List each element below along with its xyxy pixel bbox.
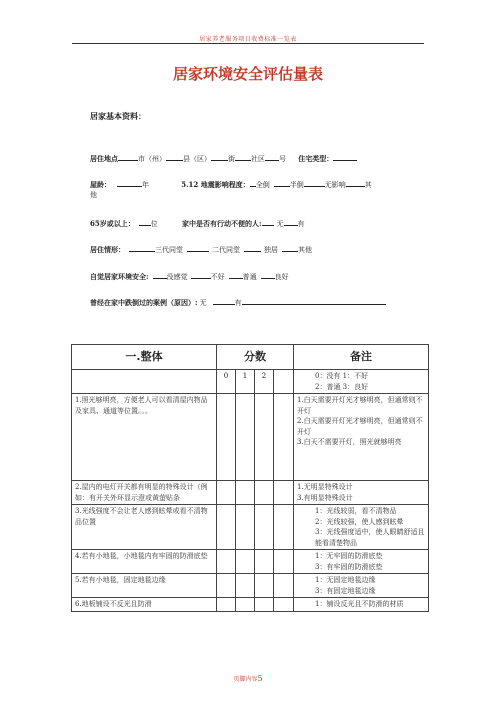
evaluation-table bbox=[71, 344, 429, 612]
item-cell: 1.照光够明亮，方便老人可以看清屋内物品及家具、通道等位置。。。 bbox=[72, 394, 217, 481]
legend-line: 2：普通 3：良好 bbox=[315, 382, 369, 391]
score-cell[interactable] bbox=[217, 481, 236, 505]
score-col-1: 1 bbox=[236, 370, 255, 394]
safety-opt-4: 良好 bbox=[274, 273, 289, 281]
safety-blank-4[interactable] bbox=[261, 270, 275, 279]
score-cell[interactable] bbox=[236, 574, 255, 598]
living-blank-3[interactable] bbox=[244, 243, 261, 252]
score-cell[interactable] bbox=[236, 481, 255, 505]
elderly-row bbox=[90, 217, 305, 229]
quake-blank-2[interactable] bbox=[274, 178, 290, 187]
living-opt-1: 三代同堂 bbox=[155, 246, 183, 254]
score-cell[interactable] bbox=[217, 598, 236, 612]
quake-opt-1: 全倒 bbox=[255, 181, 270, 189]
score-cell[interactable] bbox=[236, 598, 255, 612]
score-cell[interactable] bbox=[274, 574, 294, 598]
score-cell[interactable] bbox=[236, 505, 255, 550]
note-line: 1：铺设反光且不防滑的材质 bbox=[315, 600, 404, 608]
fall-blank-1[interactable] bbox=[213, 296, 235, 305]
note-cell bbox=[294, 394, 429, 481]
note-cell bbox=[294, 481, 429, 505]
house-age-unit: 年 bbox=[142, 181, 149, 189]
house-type-label: 住宅类型： bbox=[298, 154, 334, 163]
house-type-blank[interactable] bbox=[333, 152, 357, 161]
note-cell bbox=[294, 505, 429, 550]
score-cell[interactable] bbox=[236, 550, 255, 574]
number-blank[interactable] bbox=[265, 152, 279, 161]
county-blank[interactable] bbox=[166, 152, 183, 161]
living-blank-2[interactable] bbox=[187, 243, 209, 252]
fall-yes: 有 bbox=[234, 299, 242, 307]
item-cell: 5.若有小地毯，固定地毯边缘 bbox=[72, 574, 217, 598]
quake-opt-2: 半倒 bbox=[289, 181, 304, 189]
score-cell[interactable] bbox=[274, 481, 294, 505]
footer-text: 页脚内容 bbox=[233, 676, 258, 683]
note-line: 2：光线较强，使人感到眩晕 bbox=[315, 517, 404, 526]
street-blank[interactable] bbox=[211, 152, 228, 161]
living-opt-4: 其他 bbox=[298, 246, 312, 254]
house-age-label: 屋龄： bbox=[90, 180, 111, 189]
header-rule bbox=[72, 43, 424, 44]
score-cell[interactable] bbox=[274, 394, 294, 481]
fall-row bbox=[90, 296, 386, 308]
table-row bbox=[72, 505, 429, 550]
item-cell: 6.地板铺设不反光且防滑 bbox=[72, 598, 217, 612]
safety-blank-2[interactable] bbox=[191, 270, 211, 279]
quake-continuation: 他 bbox=[90, 191, 97, 199]
community-blank[interactable] bbox=[235, 152, 251, 161]
note-line: 3.有明显特殊设计 bbox=[297, 493, 353, 502]
living-row bbox=[90, 243, 312, 255]
street-text: 街 bbox=[228, 155, 235, 163]
page-header: 居家养老服务项目收费标准一览表 bbox=[199, 36, 297, 43]
item-cell: 2.屋内的电灯开关都有明显的特殊设计（例如：有开关外环显示澄或黄萤贴条 bbox=[72, 481, 217, 505]
item-cell: 4.若有小地毯，小地毯内有牢固的防滑底垫 bbox=[72, 550, 217, 574]
mobility-yes: 有 bbox=[297, 220, 305, 228]
note-line: 1：无牢固的防滑底垫 bbox=[315, 552, 383, 560]
score-cell[interactable] bbox=[255, 481, 274, 505]
living-opt-3: 独居 bbox=[264, 246, 278, 254]
mobility-label: 家中是否有行动不便的人: bbox=[181, 219, 262, 228]
safety-opt-3: 普通 bbox=[242, 273, 257, 281]
house-age-blank[interactable] bbox=[117, 178, 142, 187]
score-cell[interactable] bbox=[217, 394, 236, 481]
note-cell bbox=[294, 550, 429, 574]
note-header: 备注 bbox=[294, 345, 429, 370]
page-footer bbox=[0, 674, 496, 683]
score-cell[interactable] bbox=[255, 505, 274, 550]
quake-label: 5.12 地震影响程度： bbox=[181, 180, 250, 189]
note-line: 2.白天需要开灯光才够明亮，但通常则不开灯 bbox=[297, 417, 423, 436]
table-row bbox=[72, 574, 429, 598]
living-label: 居住情形： bbox=[90, 245, 125, 254]
section-title: 居家基本资料： bbox=[90, 111, 146, 121]
note-line: 1：无固定地毯边缘 bbox=[315, 576, 376, 584]
table-row bbox=[72, 550, 429, 574]
score-cell[interactable] bbox=[274, 550, 294, 574]
quake-blank-3[interactable] bbox=[304, 178, 325, 187]
elderly-label: 65岁或以上： bbox=[90, 219, 135, 228]
safety-opt-1: 没感觉 bbox=[166, 273, 188, 281]
score-cell[interactable] bbox=[274, 598, 294, 612]
quake-blank-4[interactable] bbox=[346, 178, 365, 187]
safety-blank-1[interactable] bbox=[153, 270, 167, 279]
quake-opt-4: 其 bbox=[364, 181, 372, 189]
table-header-row bbox=[72, 345, 429, 370]
community-text: 社区 bbox=[251, 155, 265, 163]
note-line: 3：有固定地毯边缘 bbox=[315, 586, 376, 595]
table-row bbox=[72, 481, 429, 505]
note-line: 1.无明显特殊设计 bbox=[297, 483, 353, 491]
score-col-3 bbox=[274, 370, 294, 394]
safety-label: 自觉居家环境安全: bbox=[90, 272, 149, 281]
mobility-blank-2[interactable] bbox=[284, 217, 298, 226]
living-opt-2: 二代同堂 bbox=[212, 246, 240, 254]
safety-row bbox=[90, 270, 289, 282]
score-cell[interactable] bbox=[255, 574, 274, 598]
house-age-row bbox=[90, 178, 372, 190]
address-label: 居住地点 bbox=[90, 154, 118, 163]
living-blank-4[interactable] bbox=[282, 243, 298, 252]
note-cell bbox=[294, 574, 429, 598]
page-number: 5 bbox=[257, 674, 263, 683]
number-text: 号 bbox=[279, 155, 286, 163]
elderly-blank[interactable] bbox=[139, 217, 151, 226]
elderly-unit: 位 bbox=[150, 220, 158, 228]
score-header: 分数 bbox=[217, 345, 294, 370]
score-col-2: 2 bbox=[255, 370, 274, 394]
score-cell[interactable] bbox=[217, 505, 236, 550]
county-text: 县（区） bbox=[183, 155, 211, 163]
legend-row bbox=[72, 370, 429, 394]
quake-opt-3: 无影响 bbox=[324, 181, 346, 189]
score-cell[interactable] bbox=[255, 598, 274, 612]
score-col-0: 0 bbox=[217, 370, 236, 394]
note-line: 1.白天需要开灯光才够明亮，但通常则不开灯 bbox=[297, 396, 423, 415]
legend-note bbox=[294, 370, 429, 394]
fall-label: 曾经在家中跌倒过的案例（原因）: bbox=[90, 298, 198, 307]
note-cell bbox=[294, 598, 429, 612]
mobility-no: 无 bbox=[276, 220, 284, 228]
score-cell[interactable] bbox=[255, 550, 274, 574]
safety-opt-2: 不好 bbox=[210, 273, 225, 281]
item-header: 一.整体 bbox=[72, 345, 217, 370]
address-row bbox=[90, 152, 357, 164]
score-cell[interactable] bbox=[255, 394, 274, 481]
score-cell[interactable] bbox=[217, 550, 236, 574]
note-line: 1：光线较弱，看不清物品 bbox=[315, 507, 397, 515]
safety-blank-3[interactable] bbox=[229, 270, 243, 279]
city-blank[interactable] bbox=[118, 152, 138, 161]
table-row bbox=[72, 394, 429, 481]
note-line: 3：光线强度适中，使人眼睛舒适且能看清楚物品 bbox=[315, 528, 425, 547]
fall-no: 无 bbox=[199, 299, 207, 307]
score-cell[interactable] bbox=[217, 574, 236, 598]
table-row bbox=[72, 598, 429, 612]
item-cell: 3.光线强度不会让老人感到眩晕或看不清物品位置 bbox=[72, 505, 217, 550]
document-title: 居家环境安全评估量表 bbox=[172, 65, 323, 83]
city-text: 市（州） bbox=[138, 155, 166, 163]
legend-item-cell bbox=[72, 370, 217, 394]
fall-reason-blank[interactable] bbox=[242, 296, 386, 305]
note-line: 3：有牢固的防滑底垫 bbox=[315, 562, 383, 571]
living-blank-1[interactable] bbox=[129, 243, 155, 252]
mobility-blank-1[interactable] bbox=[262, 217, 274, 226]
score-cell[interactable] bbox=[236, 394, 255, 481]
score-cell[interactable] bbox=[274, 505, 294, 550]
legend-line: 0：没有 1：不好 bbox=[315, 372, 369, 380]
note-line: 3.白天不需要开灯，照光就够明亮 bbox=[297, 438, 402, 446]
